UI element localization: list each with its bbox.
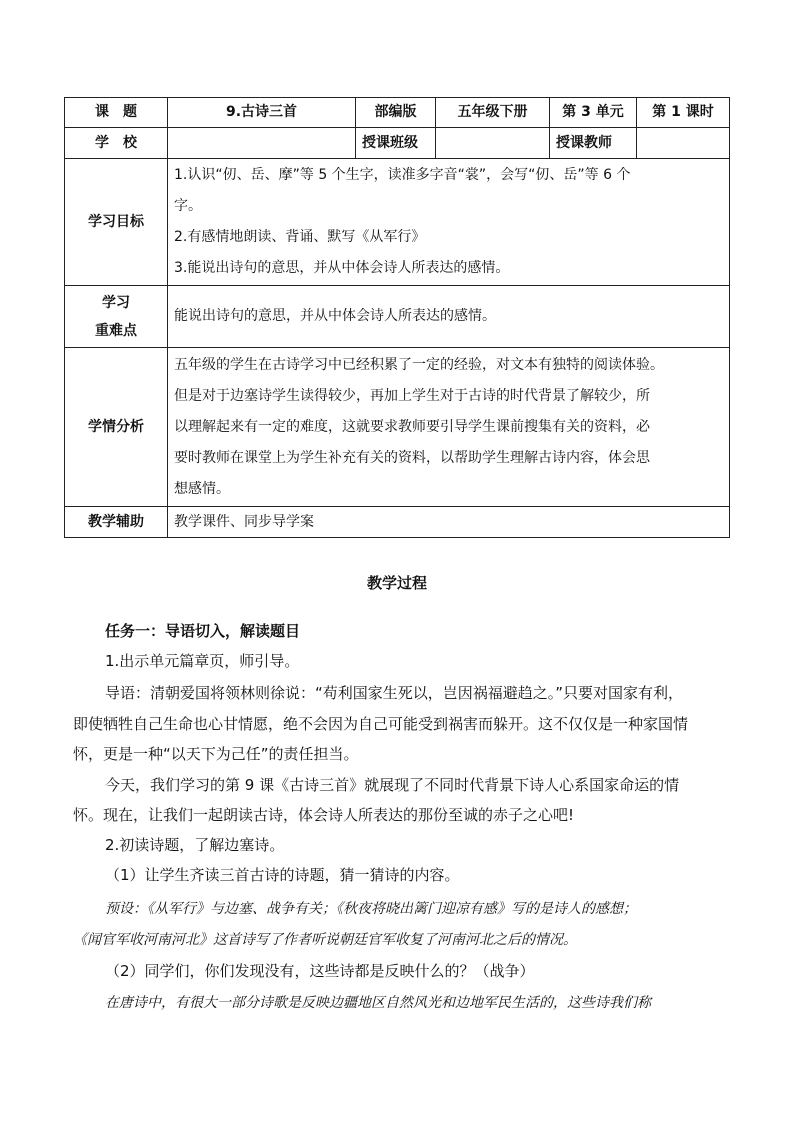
edition-cell: 部编版 bbox=[356, 98, 436, 128]
lesson-info-table bbox=[64, 97, 730, 538]
analysis-line: 要时教师在课堂上为学生补充有关的资料，以帮助学生理解古诗内容，体会思 bbox=[174, 449, 650, 466]
school-label: 学 校 bbox=[65, 128, 168, 159]
goals-line: 字。 bbox=[174, 198, 202, 214]
period-cell: 第 1 课时 bbox=[637, 98, 730, 128]
lesson-label: 课 题 bbox=[65, 98, 168, 128]
table-row-goals bbox=[65, 159, 730, 286]
goals-line: 3.能说出诗句的意思，并从中体会诗人所表达的感情。 bbox=[174, 260, 510, 276]
lesson-title: 9.古诗三首 bbox=[168, 98, 356, 128]
question-2: （2）同学们，你们发现没有，这些诗都是反映什么的？（战争） bbox=[105, 962, 535, 980]
analysis-line: 五年级的学生在古诗学习中已经积累了一定的经验，对文本有独特的阅读体验。 bbox=[174, 356, 664, 373]
class-value bbox=[436, 128, 550, 159]
today-line: 今天，我们学习的第 9 课《古诗三首》就展现了不同时代背景下诗人心系国家命运的情 bbox=[105, 776, 680, 794]
analysis-line: 但是对于边塞诗学生读得较少，再加上学生对于古诗的时代背景了解较少，所 bbox=[174, 387, 650, 404]
analysis-line: 以理解起来有一定的难度，这就要求教师要引导学生课前搜集有关的资料，必 bbox=[174, 418, 650, 435]
closing-line: 在唐诗中，有很大一部分诗歌是反映边疆地区自然风光和边地军民生活的，这些诗我们称 bbox=[105, 995, 651, 1011]
table-row-school bbox=[65, 128, 730, 159]
step1-text: 1.出示单元篇章页，师引导。 bbox=[105, 652, 300, 670]
analysis-label: 学情分析 bbox=[65, 348, 168, 507]
question-1: （1）让学生齐读三首古诗的诗题，猜一猜诗的内容。 bbox=[105, 866, 460, 884]
key-points-label bbox=[65, 286, 168, 348]
aids-content: 教学课件、同步导学案 bbox=[168, 507, 730, 538]
preset-line: 《闻官军收河南河北》这首诗写了作者听说朝廷官军收复了河南河北之后的情况。 bbox=[73, 932, 577, 948]
task1-heading: 任务一：导语切入，解读题目 bbox=[105, 622, 301, 640]
analysis-content bbox=[168, 348, 730, 507]
intro-line: 怀，更是一种“以天下为己任”的责任担当。 bbox=[73, 745, 359, 763]
table-row-aids bbox=[65, 507, 730, 538]
process-title: 教学过程 bbox=[366, 574, 427, 592]
goals-label: 学习目标 bbox=[65, 159, 168, 286]
goals-line: 2.有感情地朗读、背诵、默写《从军行》 bbox=[174, 229, 426, 245]
unit-cell: 第 3 单元 bbox=[550, 98, 637, 128]
intro-line: 即使牺牲自己生命也心甘情愿，绝不会因为自己可能受到祸害而躲开。这不仅仅是一种家国情 bbox=[73, 715, 689, 733]
class-label: 授课班级 bbox=[356, 128, 436, 159]
goals-content bbox=[168, 159, 730, 286]
table-row-key-points bbox=[65, 286, 730, 348]
key-points-label-line2: 重难点 bbox=[95, 322, 137, 339]
table-row-header bbox=[65, 98, 730, 128]
key-points-content: 能说出诗句的意思，并从中体会诗人所表达的感情。 bbox=[168, 286, 730, 348]
grade-cell: 五年级下册 bbox=[436, 98, 550, 128]
preset-line: 预设：《从军行》与边塞、战争有关；《秋夜将晓出篱门迎凉有感》写的是诗人的感想； bbox=[105, 901, 637, 917]
teacher-label: 授课教师 bbox=[550, 128, 637, 159]
school-value bbox=[168, 128, 356, 159]
key-points-label-line1: 学习 bbox=[102, 294, 130, 311]
teacher-value bbox=[637, 128, 730, 159]
table-row-analysis bbox=[65, 348, 730, 507]
analysis-line: 想感情。 bbox=[174, 480, 230, 497]
intro-line: 导语：清朝爱国将领林则徐说：“苟利国家生死以，岂因祸福避趋之。”只要对国家有利， bbox=[105, 684, 684, 702]
today-line: 怀。现在，让我们一起朗读古诗，体会诗人所表达的那份至诚的赤子之心吧! bbox=[73, 806, 575, 824]
goals-line: 1.认识“仞、岳、摩”等 5 个生字，读准多字音“裳”，会写“仞、岳”等 6 个 bbox=[174, 167, 631, 183]
step2-text: 2.初读诗题，了解边塞诗。 bbox=[105, 836, 285, 854]
aids-label: 教学辅助 bbox=[65, 507, 168, 538]
